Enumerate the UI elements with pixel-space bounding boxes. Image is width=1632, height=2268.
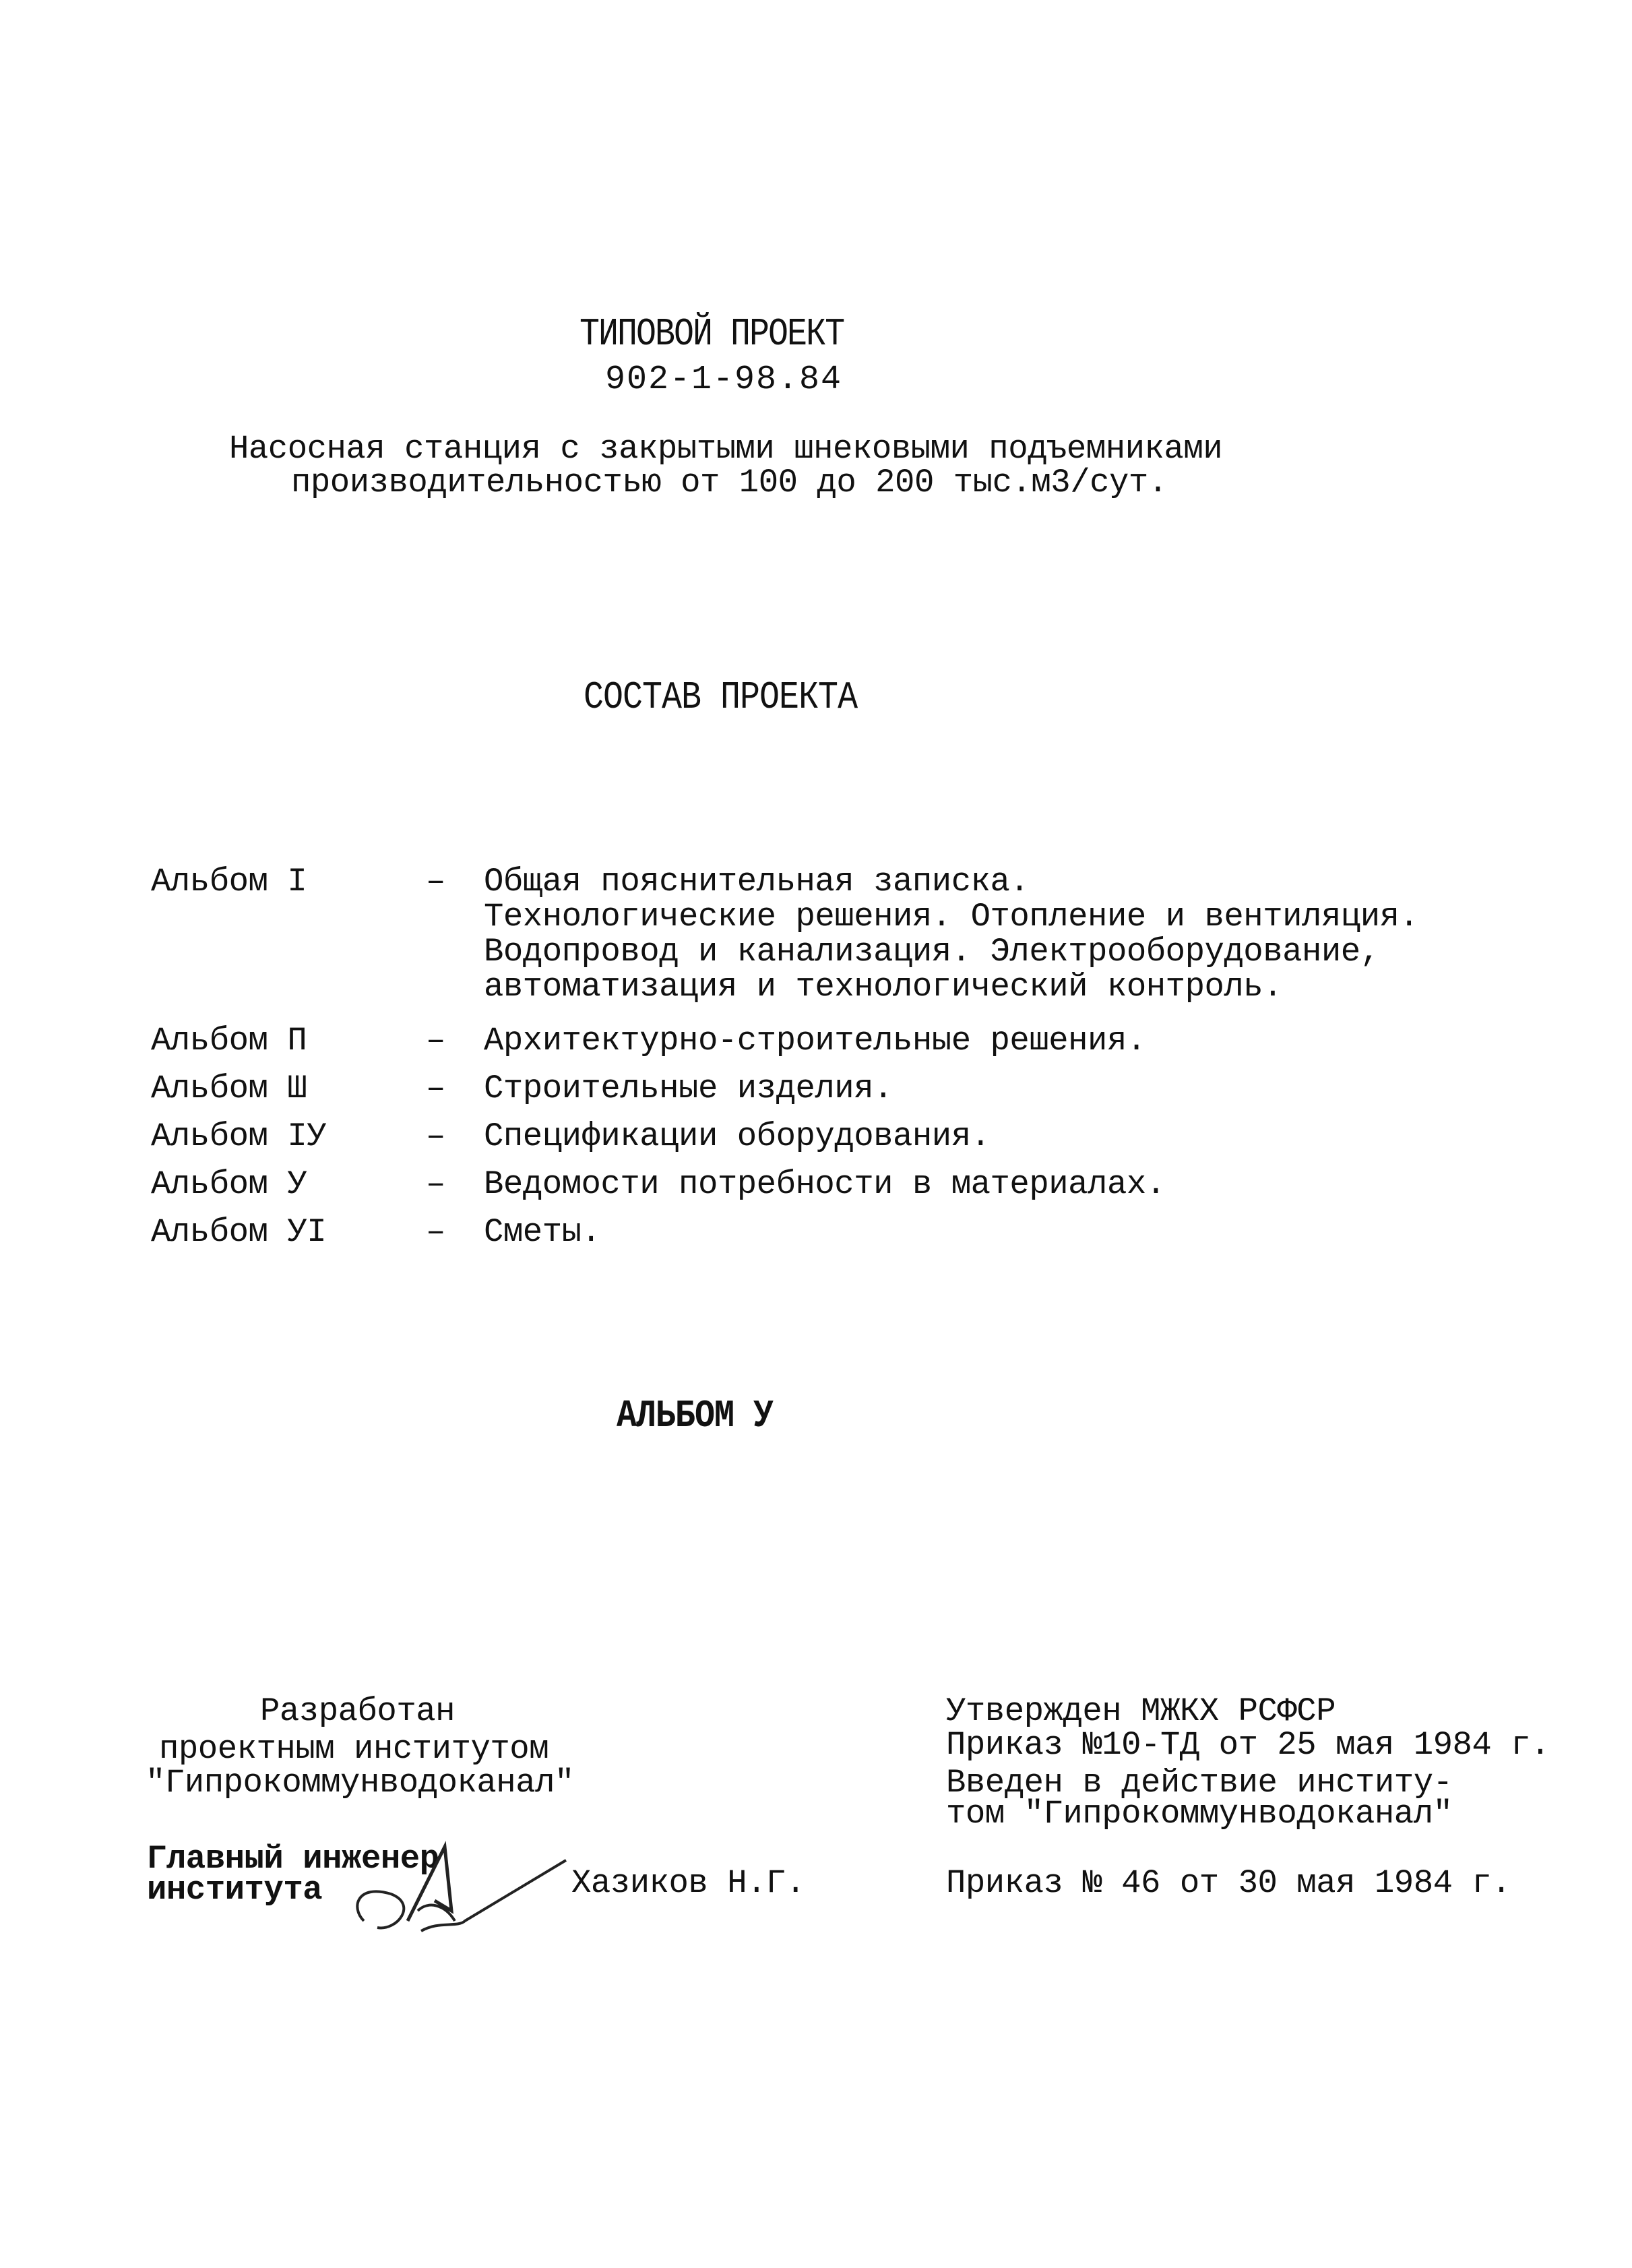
album-dash: –	[426, 1165, 445, 1203]
album-label: Альбом I	[151, 863, 307, 900]
album-description: Сметы.	[484, 1213, 601, 1251]
signer-role-line-1: Главный инженер	[147, 1840, 439, 1878]
developed-line-3: "Гипрокоммунводоканал"	[146, 1764, 574, 1802]
album-dash: –	[426, 1117, 445, 1155]
composition-title: СОСТАВ ПРОЕКТА	[584, 675, 858, 721]
album-label: Альбом Ш	[151, 1070, 307, 1107]
album-description: Ведомости потребности в материалах.	[484, 1165, 1166, 1203]
album-line: Общая пояснительная записка.	[484, 863, 1030, 900]
approved-line-1: Утвержден МЖКХ РСФСР	[946, 1692, 1336, 1730]
album-label: Альбом П	[151, 1022, 307, 1060]
album-description: Спецификации оборудования.	[484, 1117, 991, 1155]
album-description: Строительные изделия.	[484, 1070, 893, 1107]
album-label: Альбом У	[151, 1165, 307, 1203]
approval-order-line: Приказ № 46 от 30 мая 1984 г.	[946, 1864, 1511, 1902]
developed-line-1: Разработан	[260, 1692, 456, 1730]
handwritten-signature	[344, 1820, 573, 1955]
album-dash: –	[426, 1022, 445, 1060]
signer-role-line-2: института	[147, 1871, 323, 1909]
album-dash: –	[426, 1070, 445, 1107]
album-dash: –	[426, 863, 445, 900]
description-line-2: производительностью от 100 до 200 тыс.м3/сут.	[291, 464, 1168, 501]
project-code: 902-1-98.84	[605, 361, 843, 399]
album-dash: –	[426, 1213, 445, 1251]
current-album-heading: АЛЬБОМ У	[617, 1394, 774, 1439]
album-label: Альбом УI	[151, 1213, 327, 1251]
album-description: Архитектурно-строительные решения.	[484, 1022, 1146, 1060]
document-title: ТИПОВОЙ ПРОЕКТ	[579, 312, 844, 357]
developed-line-2: проектным институтом	[159, 1730, 549, 1768]
developed-by-block	[0, 1691, 836, 1802]
project-description	[229, 429, 1222, 503]
approved-line-2: Приказ №10-ТД от 25 мая 1984 г.	[946, 1726, 1550, 1764]
approved-line-3: Введен в действие институ-	[946, 1764, 1453, 1802]
album-line: Технологические решения. Отопление и вентиляция.	[484, 898, 1419, 936]
album-description	[484, 861, 1418, 1007]
description-line-1: Насосная станция с закрытыми шнековыми подъемниками	[229, 430, 1223, 468]
approved-line-4: том "Гипрокоммунводоканал"	[946, 1795, 1453, 1833]
album-line: Водопровод и канализация. Электрооборудование,	[484, 933, 1380, 971]
signer-name: Хазиков Н.Г.	[571, 1864, 805, 1902]
album-label: Альбом IУ	[151, 1117, 327, 1155]
approved-block	[946, 1691, 1550, 1833]
album-line: автоматизация и технологический контроль.	[484, 968, 1283, 1006]
